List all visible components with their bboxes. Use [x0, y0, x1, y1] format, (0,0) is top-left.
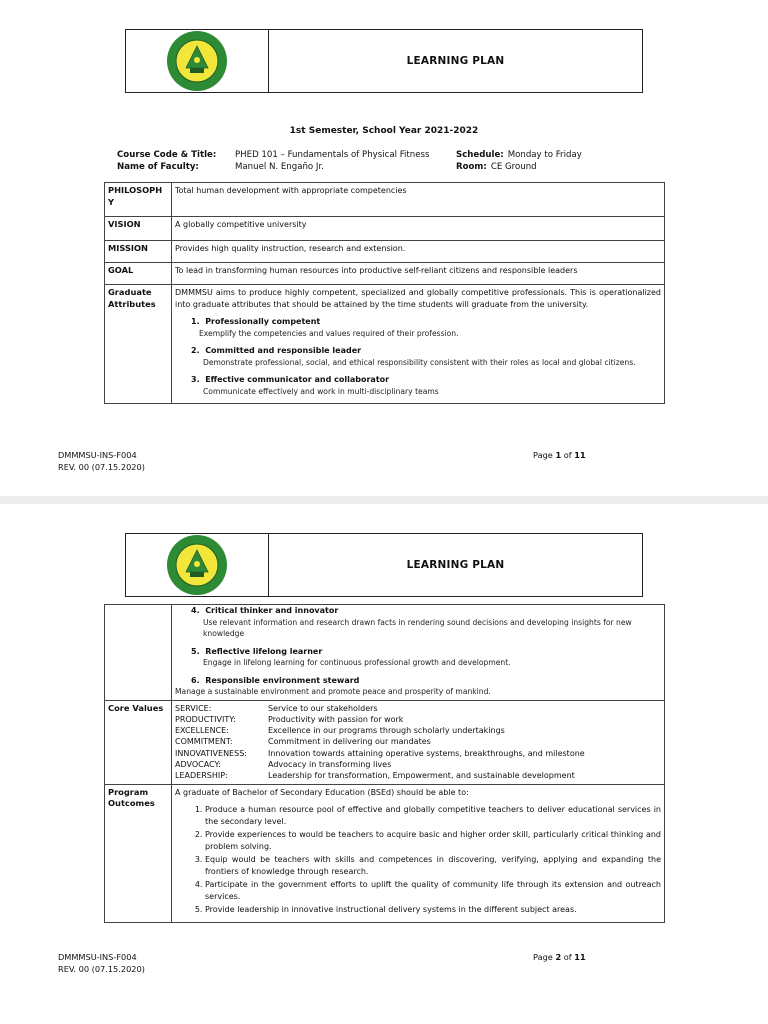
- faculty-label: Name of Faculty:: [117, 161, 199, 172]
- learning-plan-table-2: [104, 604, 665, 923]
- goal-text: To lead in transforming human resources into productive self-reliant citizens and responsible leaders: [172, 263, 665, 285]
- core-value-text: Service to our stakeholders: [268, 703, 378, 713]
- core-value-key: INNOVATIVENESS:: [175, 748, 247, 758]
- core-values-label: Core Values: [105, 700, 172, 784]
- core-value-key: PRODUCTIVITY:: [175, 714, 236, 724]
- course-info: [117, 150, 657, 173]
- core-value-text: Commitment in delivering our mandates: [268, 737, 431, 747]
- attribute-desc: Use relevant information and research drawn facts in rendering sound decisions and developing insights for new knowledge: [203, 617, 632, 638]
- attribute-item: [175, 316, 661, 339]
- attribute-number: 4.: [191, 606, 200, 615]
- core-value-key: SERVICE:: [175, 703, 212, 713]
- attribute-title: Effective communicator and collaborator: [205, 375, 390, 384]
- schedule-label: Schedule:: [456, 150, 504, 160]
- room-label: Room:: [456, 161, 487, 172]
- attribute-title: Professionally competent: [205, 317, 321, 326]
- university-seal-logo: [166, 30, 228, 92]
- core-value-key: COMMITMENT:: [175, 737, 233, 747]
- revision: REV. 00 (07.15.2020): [58, 963, 145, 974]
- graduate-attributes-continued: [172, 605, 665, 701]
- document-page-1: [0, 0, 768, 496]
- program-outcomes-intro: A graduate of Bachelor of Secondary Education (BSEd) should be able to:: [175, 787, 469, 797]
- page-header: [125, 533, 643, 597]
- logo-cell: [126, 534, 269, 596]
- graduate-attributes-intro: DMMMSU aims to produce highly competent, specialized and globally competitive professionals. This is operationalized into graduate attributes that should be attained by the time students will graduate from the university.: [175, 288, 661, 309]
- attribute-title: Committed and responsible leader: [205, 346, 362, 355]
- document-title: LEARNING PLAN: [406, 559, 505, 571]
- university-seal-logo: [166, 534, 228, 596]
- semester-line: 1st Semester, School Year 2021-2022: [289, 126, 479, 136]
- list-item: 1. Produce a human resource pool of effective and globally competitive teachers to deliver educational services in the secondary level.: [205, 804, 661, 827]
- attribute-number: 6.: [191, 675, 200, 685]
- philosophy-text: Total human development with appropriate competencies: [172, 183, 665, 217]
- attribute-desc: Communicate effectively and work in multi-disciplinary teams: [203, 386, 439, 396]
- table-row: [105, 183, 665, 217]
- list-item: 2. Provide experiences to would be teachers to acquire basic and higher order skill, particularly critical thinking and problem solving.: [205, 829, 661, 852]
- program-outcomes-list: [175, 804, 661, 916]
- table-row: [105, 784, 665, 922]
- page-number: Page 2 of 11: [533, 952, 586, 962]
- program-outcomes-cell: [172, 784, 665, 922]
- attribute-desc: Engage in lifelong learning for continuous professional growth and development.: [203, 658, 511, 667]
- attribute-item: [175, 345, 661, 368]
- doc-code: DMMMSU-INS-F004: [58, 450, 137, 460]
- attribute-number: 2.: [191, 346, 200, 355]
- attribute-item: [175, 374, 661, 397]
- attribute-title: Responsible environment steward: [205, 675, 360, 685]
- course-code-label: Course Code & Title:: [117, 150, 217, 160]
- faculty-value: Manuel N. Engaño Jr.: [235, 161, 324, 172]
- footer-doc-code: [58, 952, 145, 975]
- attribute-item: [175, 646, 661, 669]
- core-value-key: LEADERSHIP:: [175, 771, 228, 781]
- list-item: 4. Participate in the government efforts to uplift the quality of community life through its extension and outreach services.: [205, 879, 661, 902]
- table-row: [105, 700, 665, 784]
- attribute-item: [175, 605, 661, 640]
- schedule-value: Monday to Friday: [507, 150, 582, 160]
- document-page-2: [0, 504, 768, 1024]
- core-value-key: ADVOCACY:: [175, 759, 222, 769]
- mission-label: MISSION: [105, 241, 172, 263]
- attribute-desc: Exemplify the competencies and values required of their profession.: [199, 328, 459, 338]
- continuation-label: [105, 605, 172, 701]
- list-item: 3. Equip would be teachers with skills and competences in discovering, verifying, applying and expanding the frontiers of knowledge through research.: [205, 854, 661, 877]
- revision: REV. 00 (07.15.2020): [58, 461, 145, 472]
- attribute-desc: Demonstrate professional, social, and ethical responsibility consistent with their roles as local and global citizens.: [203, 357, 636, 367]
- attribute-number: 1.: [191, 317, 200, 326]
- table-row: [105, 605, 665, 701]
- logo-cell: [126, 30, 269, 92]
- core-values-list: [175, 703, 661, 782]
- core-value-text: Advocacy in transforming lives: [268, 759, 392, 769]
- core-values-cell: [172, 700, 665, 784]
- document-title: LEARNING PLAN: [406, 55, 505, 67]
- table-row: [105, 241, 665, 263]
- goal-label: GOAL: [105, 263, 172, 285]
- list-item: 5. Provide leadership in innovative instructional delivery systems in the different subject areas.: [205, 904, 661, 916]
- attribute-desc: Manage a sustainable environment and promote peace and prosperity of mankind.: [175, 687, 491, 696]
- page-number: Page 1 of 11: [533, 450, 586, 460]
- core-value-key: EXCELLENCE:: [175, 726, 229, 736]
- attribute-title: Reflective lifelong learner: [205, 646, 323, 656]
- vision-label: VISION: [105, 217, 172, 241]
- core-value-text: Leadership for transformation, Empowerment, and sustainable development: [268, 771, 575, 781]
- attribute-number: 3.: [191, 375, 200, 384]
- mission-text: Provides high quality instruction, research and extension.: [172, 241, 665, 263]
- room-value: CE Ground: [490, 161, 537, 172]
- core-value-text: Innovation towards attaining operative systems, breakthroughs, and milestone: [268, 748, 585, 758]
- graduate-attributes-label: Graduate Attributes: [105, 285, 172, 404]
- vision-text: A globally competitive university: [172, 217, 665, 241]
- graduate-attributes-cell: [172, 285, 665, 404]
- philosophy-label: PHILOSOPH Y: [105, 183, 172, 217]
- footer-doc-code: [58, 450, 145, 473]
- page-header: [125, 29, 643, 93]
- table-row: [105, 217, 665, 241]
- core-value-text: Productivity with passion for work: [268, 714, 404, 724]
- table-row: [105, 285, 665, 404]
- learning-plan-table-1: [104, 182, 665, 404]
- course-code-value: PHED 101 – Fundamentals of Physical Fitness: [235, 150, 430, 160]
- attribute-title: Critical thinker and innovator: [205, 606, 339, 615]
- attribute-item: [175, 675, 661, 698]
- table-row: [105, 263, 665, 285]
- core-value-text: Excellence in our programs through scholarly undertakings: [268, 726, 505, 736]
- program-outcomes-label: Program Outcomes: [105, 784, 172, 922]
- doc-code: DMMMSU-INS-F004: [58, 952, 137, 962]
- attribute-number: 5.: [191, 646, 200, 656]
